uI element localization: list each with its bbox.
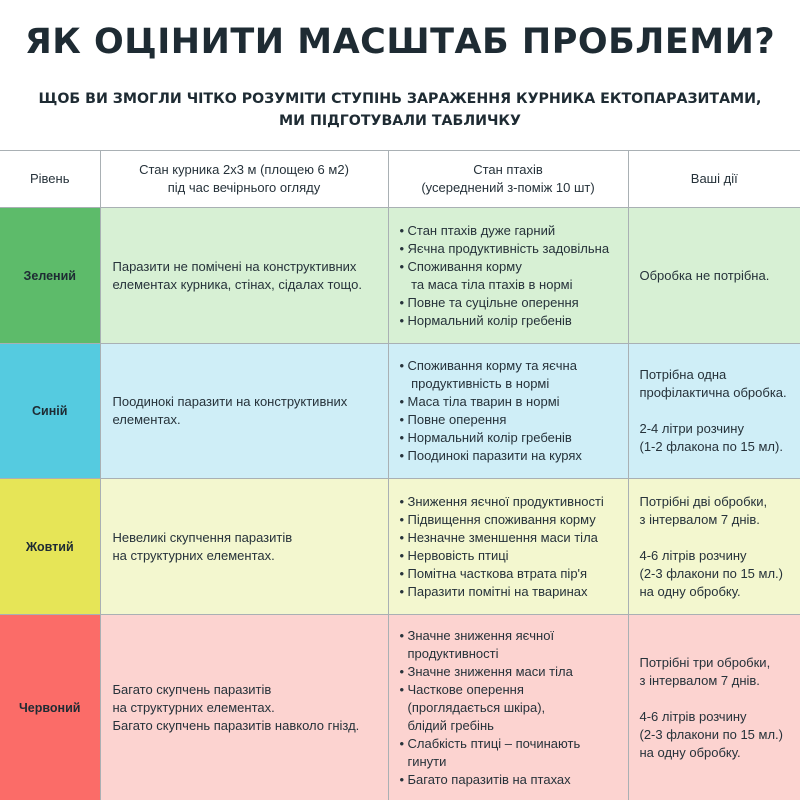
action-line: 4-6 літрів розчину bbox=[639, 547, 747, 563]
level-label: Синій bbox=[32, 404, 68, 418]
list-item bbox=[400, 258, 622, 294]
coop-condition-line: на структурних елементах. bbox=[112, 699, 275, 715]
table-row bbox=[0, 344, 800, 479]
subtitle-line: МИ ПІДГОТУВАЛИ ТАБЛИЧКУ bbox=[279, 113, 521, 129]
coop-condition-line: елементах. bbox=[112, 412, 181, 427]
table-row bbox=[0, 615, 800, 800]
bird-condition-cell bbox=[388, 479, 628, 615]
coop-condition-cell bbox=[100, 479, 388, 615]
list-item-line: • Помітна часткова втрата пір'я bbox=[407, 565, 588, 581]
list-item bbox=[400, 312, 622, 330]
header-bird-condition: Стан птахів (усереднений з-поміж 10 шт) bbox=[388, 151, 628, 208]
list-item bbox=[400, 627, 622, 663]
action-line: Потрібні три обробки, bbox=[639, 654, 771, 670]
table-row bbox=[0, 479, 800, 615]
list-item bbox=[400, 771, 622, 789]
bird-condition-list bbox=[400, 357, 622, 465]
list-item bbox=[400, 529, 622, 547]
list-item-line: • Слабкість птиці – починають bbox=[407, 735, 581, 751]
action-line: на одну обробку. bbox=[639, 583, 741, 599]
list-item-line: • Незначне зменшення маси тіла bbox=[407, 529, 598, 545]
bird-condition-list bbox=[400, 493, 622, 601]
coop-condition-line: на структурних елементах. bbox=[112, 547, 275, 563]
action-line: з інтервалом 7 днів. bbox=[639, 672, 760, 688]
infestation-table bbox=[0, 150, 800, 800]
list-item-line: • Повне та суцільне оперення bbox=[407, 294, 579, 310]
coop-condition-cell bbox=[100, 344, 388, 479]
list-item-line: (проглядається шкіра), bbox=[407, 699, 546, 715]
page-header bbox=[0, 0, 800, 150]
list-item bbox=[400, 547, 622, 565]
list-item bbox=[400, 447, 622, 465]
list-item-line: • Значне зниження маси тіла bbox=[407, 663, 573, 679]
table-row bbox=[0, 208, 800, 344]
list-item-line: • Підвищення споживання корму bbox=[407, 511, 596, 527]
list-item bbox=[400, 294, 622, 312]
list-item bbox=[400, 393, 622, 411]
action-line: Потрібна одна bbox=[639, 367, 727, 382]
actions-cell bbox=[628, 615, 800, 800]
list-item-line: • Паразити помітні на тваринах bbox=[407, 583, 588, 599]
coop-condition-line: Поодинокі паразити на конструктивних bbox=[112, 394, 348, 409]
list-item bbox=[400, 411, 622, 429]
header-coop-condition: Стан курника 2х3 м (площею 6 м2) під час вечірнього огляду bbox=[100, 151, 388, 208]
list-item bbox=[400, 663, 622, 681]
action-line: з інтервалом 7 днів. bbox=[639, 511, 760, 527]
action-line: (1-2 флакона по 15 мл). bbox=[639, 439, 783, 454]
bird-condition-cell bbox=[388, 208, 628, 344]
list-item-line: • Стан птахів дуже гарний bbox=[407, 222, 556, 238]
action-line: Обробка не потрібна. bbox=[639, 267, 770, 283]
list-item-line: • Значне зниження яєчної bbox=[407, 627, 555, 643]
header-actions: Ваші дії bbox=[628, 151, 800, 208]
subtitle-line: ЩОБ ВИ ЗМОГЛИ ЧІТКО РОЗУМІТИ СТУПІНЬ ЗАРАЖЕННЯ КУРНИКА ЕКТОПАРАЗИТАМИ, bbox=[38, 91, 762, 107]
coop-condition-line: елементах курника, стінах, сідалах тощо. bbox=[112, 276, 362, 292]
actions-cell bbox=[628, 344, 800, 479]
bird-condition-cell bbox=[388, 344, 628, 479]
list-item bbox=[400, 222, 622, 240]
coop-condition-cell bbox=[100, 208, 388, 344]
header-level: Рівень bbox=[0, 151, 100, 208]
list-item-line: продуктивності bbox=[407, 645, 499, 661]
bird-condition-list bbox=[400, 222, 622, 330]
level-cell bbox=[0, 615, 100, 800]
action-line: 4-6 літрів розчину bbox=[639, 708, 747, 724]
coop-condition-line: Паразити не помічені на конструктивних bbox=[112, 258, 357, 274]
list-item-line: • Нервовість птиці bbox=[407, 547, 509, 563]
list-item-line: • Повне оперення bbox=[407, 412, 507, 427]
list-item bbox=[400, 240, 622, 258]
list-item-line: блідий гребінь bbox=[407, 717, 494, 733]
level-label: Червоний bbox=[19, 700, 81, 715]
coop-condition-cell bbox=[100, 615, 388, 800]
level-cell bbox=[0, 344, 100, 479]
bird-condition-cell bbox=[388, 615, 628, 800]
list-item-line: продуктивність в нормі bbox=[407, 376, 550, 391]
list-item bbox=[400, 357, 622, 393]
bird-condition-list bbox=[400, 627, 622, 789]
list-item-line: • Поодинокі паразити на курях bbox=[407, 448, 582, 463]
actions-cell bbox=[628, 479, 800, 615]
list-item bbox=[400, 429, 622, 447]
level-cell bbox=[0, 208, 100, 344]
list-item-line: гинути bbox=[407, 753, 447, 769]
page-subtitle bbox=[0, 88, 800, 132]
action-line: на одну обробку. bbox=[639, 744, 741, 760]
list-item-line: • Споживання корму та яєчна bbox=[407, 358, 577, 373]
list-item-line: • Нормальний колір гребенів bbox=[407, 312, 572, 328]
table-header-row bbox=[0, 151, 800, 208]
list-item bbox=[400, 681, 622, 735]
level-label: Жовтий bbox=[25, 539, 74, 554]
action-line: (2-3 флакони по 15 мл.) bbox=[639, 565, 783, 581]
list-item bbox=[400, 735, 622, 771]
list-item bbox=[400, 493, 622, 511]
action-line: 2-4 літри розчину bbox=[639, 421, 744, 436]
list-item-line: • Маса тіла тварин в нормі bbox=[407, 394, 560, 409]
coop-condition-line: Багато скупчень паразитів навколо гнізд. bbox=[112, 717, 360, 733]
list-item bbox=[400, 583, 622, 601]
list-item-line: • Яєчна продуктивність задовільна bbox=[407, 240, 610, 256]
page-title: ЯК ОЦІНИТИ МАСШТАБ ПРОБЛЕМИ? bbox=[24, 22, 776, 62]
coop-condition-line: Багато скупчень паразитів bbox=[112, 681, 272, 697]
list-item-line: • Нормальний колір гребенів bbox=[407, 430, 572, 445]
action-line: (2-3 флакони по 15 мл.) bbox=[639, 726, 783, 742]
action-line: Потрібні дві обробки, bbox=[639, 493, 768, 509]
level-cell bbox=[0, 479, 100, 615]
action-line: профілактична обробка. bbox=[639, 385, 787, 400]
list-item-line: • Зниження яєчної продуктивності bbox=[407, 493, 604, 509]
actions-cell bbox=[628, 208, 800, 344]
coop-condition-line: Невеликі скупчення паразитів bbox=[112, 529, 293, 545]
list-item-line: • Споживання корму bbox=[407, 258, 522, 274]
list-item-line: • Багато паразитів на птахах bbox=[407, 771, 571, 787]
list-item-line: • Часткове оперення bbox=[407, 681, 524, 697]
level-label: Зелений bbox=[23, 268, 76, 283]
list-item-line: та маса тіла птахів в нормі bbox=[407, 276, 573, 292]
list-item bbox=[400, 511, 622, 529]
list-item bbox=[400, 565, 622, 583]
